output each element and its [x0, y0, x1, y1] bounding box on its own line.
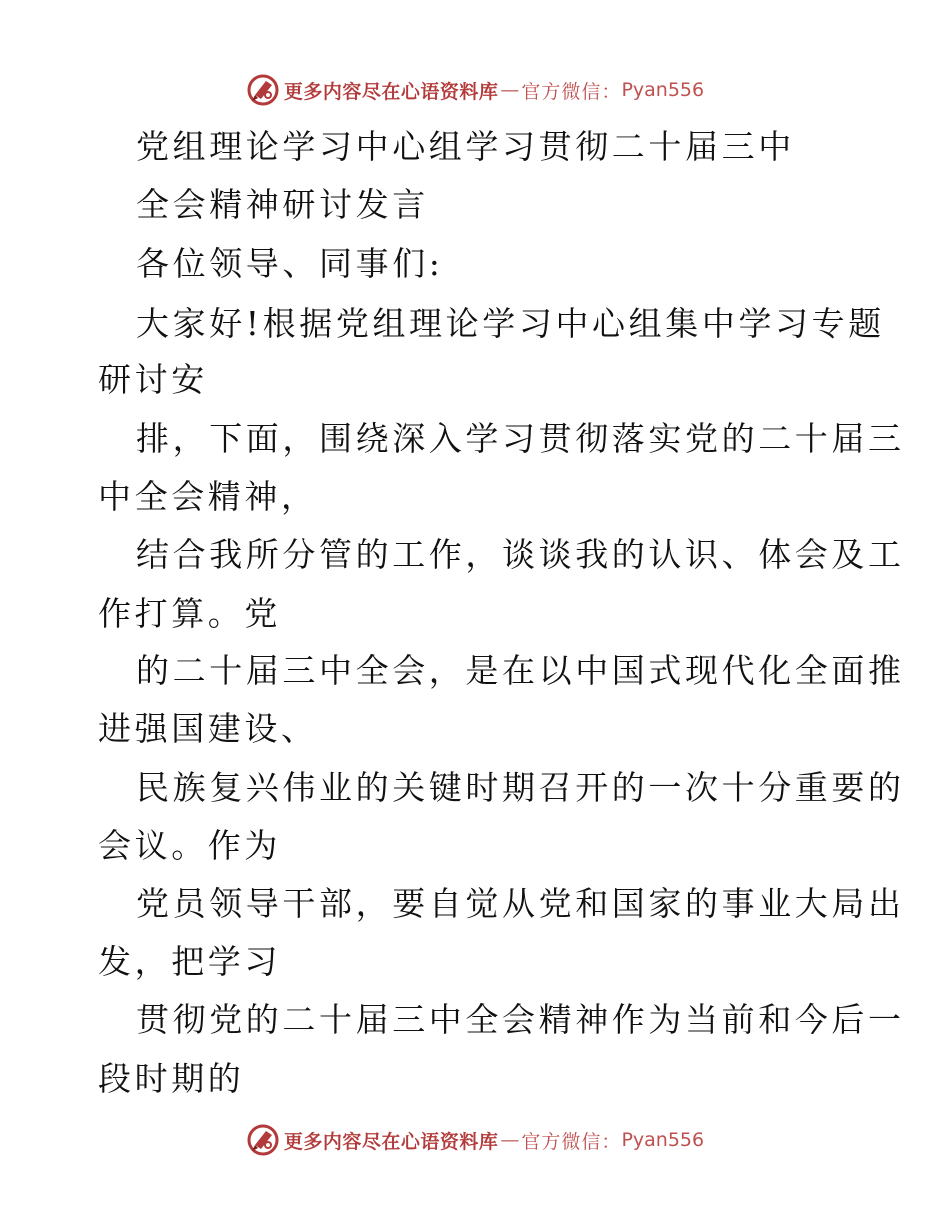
watermark-separator: —: [500, 1129, 520, 1151]
footer-watermark: [0, 1120, 950, 1160]
title-line-1: 党组理论学习中心组学习贯彻二十届三中: [136, 127, 795, 166]
paragraph-line: 中全会精神，: [98, 477, 318, 516]
watermark-brand: 更多内容尽在心语资料库: [283, 1130, 499, 1153]
paragraph-line: 段时期的: [98, 1059, 245, 1098]
paragraph-line: 党员领导干部，要自觉从党和国家的事业大局出: [136, 884, 905, 923]
watermark-separator: —: [500, 79, 520, 101]
paragraph-line: 贯彻党的二十届三中全会精神作为当前和今后一: [136, 1000, 905, 1039]
watermark-wechat-id: Pyan556: [621, 1129, 705, 1151]
paragraph-line: 进强国建设、: [98, 709, 318, 748]
paragraph-line: 民族复兴伟业的关键时期召开的一次十分重要的: [136, 768, 905, 807]
watermark-wechat-id: Pyan556: [621, 79, 705, 101]
watermark-brand: 更多内容尽在心语资料库: [283, 80, 499, 103]
title-line-2: 全会精神研讨发言: [136, 185, 429, 224]
paragraph-line: 大家好!根据党组理论学习中心组集中学习专题: [136, 304, 885, 343]
watermark-wechat-label: 官方微信：: [521, 1130, 622, 1153]
paragraph-line: 作打算。党: [98, 594, 281, 633]
watermark-wechat-label: 官方微信：: [521, 80, 622, 103]
paragraph-line: 排，下面，围绕深入学习贯彻落实党的二十届三: [136, 419, 905, 458]
paragraph-line: 发，把学习: [98, 942, 281, 981]
pen-logo-icon: [246, 1123, 280, 1157]
paragraph-line: 研讨安: [98, 360, 208, 399]
pen-logo-icon: [246, 73, 280, 107]
paragraph-line: 会议。作为: [98, 826, 281, 865]
salutation: 各位领导、同事们:: [136, 244, 444, 283]
header-watermark: [0, 70, 950, 110]
paragraph-line: 结合我所分管的工作，谈谈我的认识、体会及工: [136, 535, 905, 574]
paragraph-line: 的二十届三中全会，是在以中国式现代化全面推: [136, 651, 905, 690]
